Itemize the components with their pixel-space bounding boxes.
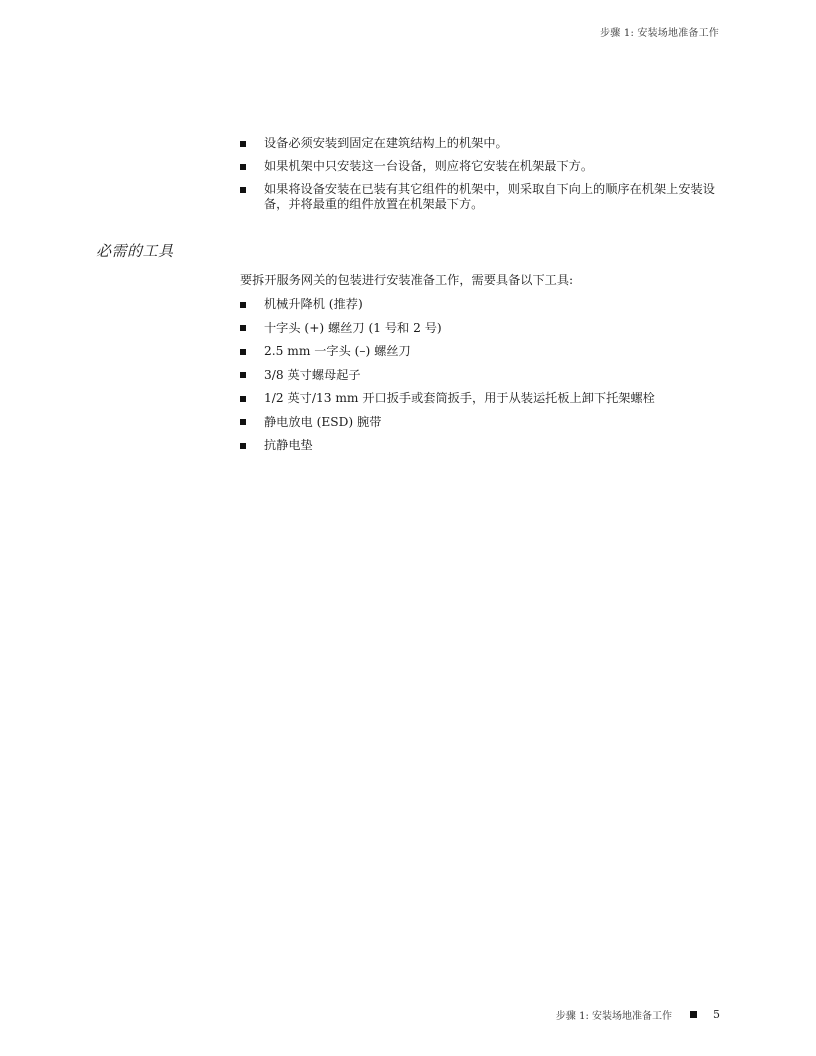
list-item [240,368,730,383]
square-bullet-icon [240,396,246,402]
list-item [240,182,730,212]
list-item [240,159,730,174]
list-item-text: 抗静电垫 [264,438,313,452]
list-item-text: 机械升降机 (推荐) [264,297,363,311]
requirements-list [240,136,730,220]
section-intro: 要拆开服务网关的包装进行安装准备工作，需要具备以下工具: [240,273,574,287]
list-item-text: 如果将设备安装在已装有其它组件的机架中，则采取自下向上的顺序在机架上安装设备，并将最重的组件放置在机架最下方。 [264,182,715,211]
square-bullet-icon [240,141,246,147]
square-bullet-icon [240,164,246,170]
square-bullet-icon [240,349,246,355]
page-footer [556,1007,720,1022]
list-item-text: 设备必须安装到固定在建筑结构上的机架中。 [264,136,508,150]
running-header: 步骤 1: 安装场地准备工作 [600,28,719,39]
square-bullet-icon [240,325,246,331]
list-item-text: 如果机架中只安装这一台设备，则应将它安装在机架最下方。 [264,159,594,173]
tools-list [240,297,730,462]
list-item [240,415,730,430]
list-item-text: 2.5 mm 一字头 (–) 螺丝刀 [264,344,411,358]
list-item [240,297,730,312]
list-item-text: 十字头 (+) 螺丝刀 (1 号和 2 号) [264,320,442,335]
list-item [240,438,730,453]
list-item [240,321,730,336]
list-item-text: 1/2 英寸/13 mm 开口扳手或套筒扳手，用于从装运托板上卸下托架螺栓 [264,391,655,405]
square-bullet-icon [240,419,246,425]
list-item-text: 3/8 英寸螺母起子 [264,367,361,382]
square-bullet-icon [240,443,246,449]
page-number: 5 [713,1008,720,1021]
square-bullet-icon [240,187,246,193]
list-item [240,391,730,406]
square-bullet-icon [240,302,246,308]
list-item [240,136,730,151]
list-item [240,344,730,359]
square-separator-icon [690,1011,697,1018]
list-item-text: 静电放电 (ESD) 腕带 [264,414,382,429]
section-heading: 必需的工具 [96,242,174,260]
footer-title: 步骤 1: 安装场地准备工作 [555,1011,672,1022]
square-bullet-icon [240,372,246,378]
